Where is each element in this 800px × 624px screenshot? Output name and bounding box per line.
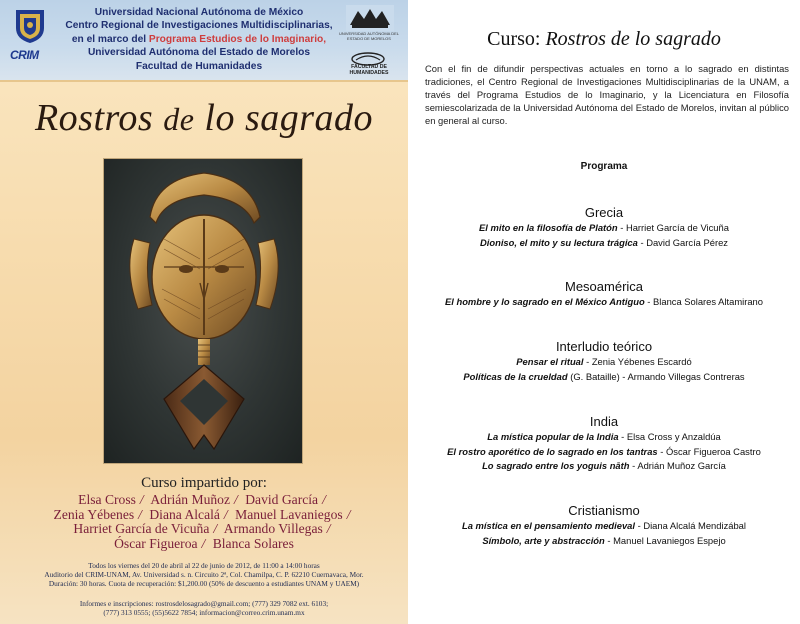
- session-speaker: - Diana Alcalá Mendizábal: [634, 520, 746, 531]
- session-title: El mito en la filosofía de Platón: [479, 222, 618, 233]
- speaker-name: Manuel Lavaniegos: [235, 506, 343, 522]
- program-section-india: [408, 414, 800, 474]
- uaem-logo: [346, 5, 394, 31]
- session-speaker: - Blanca Solares Altamirano: [644, 296, 763, 307]
- section-title: Cristianismo: [568, 503, 640, 518]
- title-text: de: [163, 101, 195, 137]
- session-speaker: - Harriet García de Vicuña: [617, 222, 729, 233]
- title-text: lo sagrado: [194, 97, 374, 139]
- program-line: [58, 33, 340, 46]
- poster-header: [0, 0, 408, 82]
- session-item: [408, 534, 800, 549]
- reliquary-figure-image: [103, 158, 303, 464]
- detail-line: Duración: 30 horas. Cuota de recuperación: $1,200.00 (50% de descuento a estudiantes UNAM y UAEM): [48, 578, 360, 588]
- speakers-row: Harriet García de Vicuña / Armando Villegas /: [73, 521, 331, 537]
- session-title: Políticas de la crueldad: [463, 370, 568, 382]
- speakers-list: [14, 493, 394, 551]
- uaem-name: UNIVERSIDAD AUTÓNOMA DEL ESTADO DE MORELOS: [338, 31, 399, 41]
- contact-line: Informes e inscripciones: rostrosdelosagrado@gmail.com; (777) 329 7082 ext. 6103;: [79, 599, 329, 608]
- program-prefix: en el marco del: [71, 33, 149, 45]
- session-item: [408, 355, 800, 370]
- session-title: Pensar el ritual: [516, 356, 584, 367]
- section-title: Grecia: [584, 205, 624, 220]
- speaker-name: David García: [245, 492, 319, 507]
- session-title: Lo sagrado entre los yoguis nāth: [482, 460, 630, 472]
- speaker-name: Blanca Solares: [212, 535, 294, 551]
- course-intro-paragraph: Con el fin de difundir perspectivas actuales en torno a lo sagrado en distintas tradiciones, el Centro Regional de Investigaciones Multidisciplinarias de la UNAM, a través del Programa Estudios de lo Imaginario, y la Licenciatura en Filosofía semiescolarizada de la Universidad Autónoma del Estado de Morelos, invitan al público en general al curso.: [425, 63, 789, 126]
- session-item: [408, 236, 800, 251]
- institution-line: Universidad Autónoma del Estado de Morelos: [87, 47, 311, 59]
- program-section-cristianismo: [408, 503, 800, 548]
- contact-info: [8, 600, 400, 618]
- speaker-name: Armando Villegas: [223, 521, 323, 537]
- speaker-name: Diana Alcalá: [149, 506, 220, 522]
- course-title-prefix: Curso:: [487, 28, 546, 50]
- institution-line: Universidad Nacional Autónoma de México: [94, 7, 304, 18]
- session-title: El hombre y lo sagrado en el México Antiguo: [445, 296, 645, 307]
- contact-line: (777) 313 0555; (55)5622 7854; informacion@correo.crim.unam.mx: [103, 607, 305, 617]
- reliquary-figure-drawing: [104, 159, 304, 465]
- humanities-name: FACULTAD DE HUMANIDADES: [349, 64, 389, 76]
- section-title: Mesoamérica: [564, 279, 644, 294]
- section-title: India: [589, 414, 619, 429]
- session-item: [408, 370, 800, 385]
- speakers-row: Óscar Figueroa / Blanca Solares: [114, 535, 294, 551]
- session-item: [408, 295, 800, 310]
- session-title: Símbolo, arte y abstracción: [482, 534, 605, 546]
- program-section-mesoamerica: [408, 279, 800, 310]
- crim-logo: CRIM: [10, 48, 39, 62]
- course-details: [8, 562, 400, 588]
- session-speaker: - David García Pérez: [637, 236, 728, 248]
- speaker-name: Harriet García de Vicuña: [73, 521, 210, 537]
- speaker-name: Adrián Muñoz: [150, 492, 231, 507]
- program-section-grecia: [408, 205, 800, 250]
- session-item: [408, 221, 800, 236]
- section-title: Interludio teórico: [555, 339, 653, 354]
- session-speaker: - Manuel Lavaniegos Espejo: [604, 534, 726, 546]
- session-item: [408, 445, 800, 460]
- session-title: El rostro aporético de lo sagrado en los tantras: [447, 445, 658, 457]
- program-section-interludio: [408, 339, 800, 384]
- session-title: La mística en el pensamiento medieval: [462, 520, 635, 531]
- session-item: [408, 459, 800, 474]
- session-speaker: (G. Bataille) - Armando Villegas Contreras: [567, 370, 745, 382]
- poster-title: [0, 96, 408, 140]
- session-title: Dioniso, el mito y su lectura trágica: [480, 236, 638, 248]
- session-title: La mística popular de la India: [487, 431, 619, 442]
- program-heading: Programa: [580, 161, 628, 172]
- speakers-row: Zenia Yébenes / Diana Alcalá / Manuel Lavaniegos /: [53, 506, 351, 522]
- program-name: Programa Estudios de lo Imaginario,: [148, 33, 327, 45]
- session-speaker: - Elsa Cross y Anzaldúa: [618, 431, 721, 442]
- speaker-name: Elsa Cross: [78, 492, 136, 507]
- detail-line: Todos los viernes del 20 de abril al 22 de junio de 2012, de 11:00 a 14:00 horas: [88, 561, 320, 570]
- session-item: [408, 430, 800, 445]
- speakers-row: Elsa Cross / Adrián Muñoz / David García /: [78, 492, 326, 507]
- unam-crest-logo: [12, 6, 48, 44]
- course-by-label: Curso impartido por:: [141, 475, 267, 491]
- session-speaker: - Zenia Yébenes Escardó: [583, 356, 692, 367]
- detail-line: Auditorio del CRIM-UNAM, Av. Universidad s. n. Circuito 2ª, Col. Chamilpa, C. P. 62210 Cuernavaca, Mor.: [44, 569, 364, 579]
- course-title-name: Rostros de lo sagrado: [545, 28, 721, 50]
- course-title: [408, 28, 800, 51]
- speaker-name: Zenia Yébenes: [53, 506, 135, 522]
- session-speaker: - Adrián Muñoz García: [629, 460, 726, 472]
- speaker-name: Óscar Figueroa: [114, 535, 198, 551]
- institution-line: Facultad de Humanidades: [135, 60, 263, 72]
- institution-line: Centro Regional de Investigaciones Multidisciplinarias,: [65, 20, 333, 32]
- session-item: [408, 519, 800, 534]
- session-speaker: - Óscar Figueroa Castro: [657, 445, 761, 457]
- title-text: Rostros: [34, 97, 164, 139]
- poster-institutions: [58, 6, 340, 73]
